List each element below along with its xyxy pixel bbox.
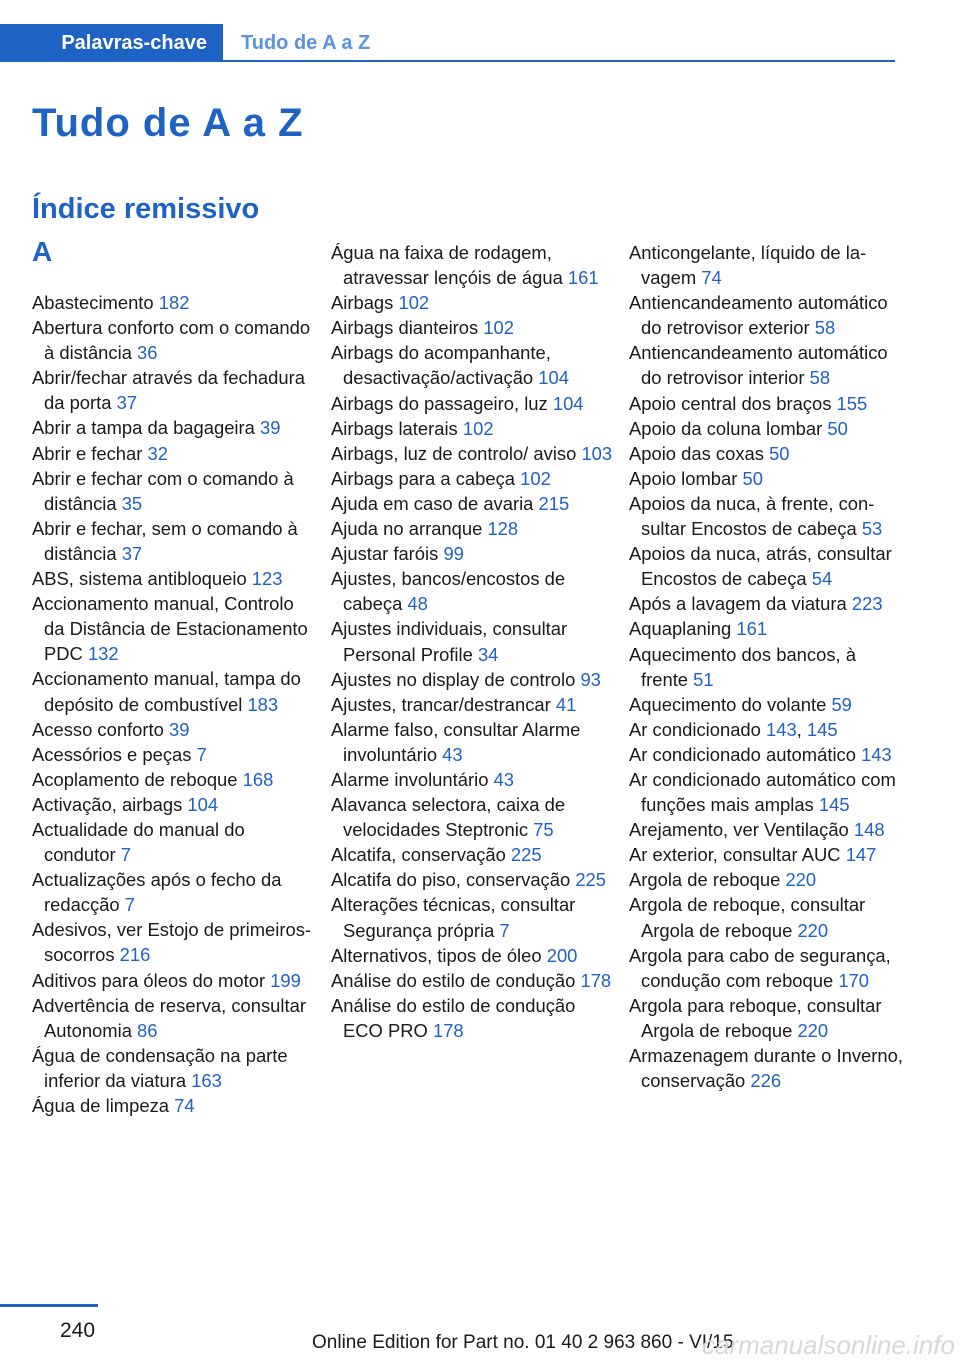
entry-text: Ajustes, bancos/encostos de cabeça [331, 568, 566, 615]
index-entry [331, 792, 613, 842]
entry-text: ABS, sistema antibloqueio [32, 568, 252, 590]
page-link[interactable]: 43 [442, 743, 463, 765]
entry-text: Ajustes individuais, consultar Personal Profile [331, 618, 568, 665]
page-link[interactable]: 43 [493, 768, 514, 790]
page-link[interactable]: 39 [168, 718, 190, 740]
page-link[interactable]: 143 [861, 743, 892, 765]
index-entry [331, 616, 613, 666]
page-link[interactable]: 132 [87, 643, 119, 665]
entry-text: Apoios da nuca, atrás, consultar Encostos de cabeça [629, 543, 892, 590]
index-entry [629, 767, 904, 817]
page-link[interactable]: 225 [510, 844, 542, 866]
page-separator: , [796, 718, 807, 740]
entry-text: Alarme involuntário [331, 768, 494, 790]
index-entry [629, 591, 904, 616]
entry-text: Análise do estilo de condução [331, 969, 581, 991]
index-entry [629, 416, 904, 441]
entry-text: Airbags do acompanhante, desactivação/activação [331, 342, 551, 389]
header-rule [0, 60, 895, 62]
page-link[interactable]: 7 [120, 844, 131, 866]
page-link[interactable]: 7 [196, 743, 207, 765]
index-entry [629, 391, 904, 416]
page-link[interactable]: 220 [785, 869, 817, 891]
index-entry [32, 1093, 312, 1118]
page-link[interactable]: 50 [769, 442, 790, 464]
page-link[interactable]: 51 [693, 668, 714, 690]
entry-text: Acesso conforto [32, 718, 169, 740]
entry-text: Argola para cabo de segurança, condução com reboque [629, 944, 891, 991]
page-link[interactable]: 220 [797, 1019, 829, 1041]
entry-text: Ar exterior, consultar AUC [629, 844, 846, 866]
entry-text: Accionamento manual, Controlo da Distância de Estacionamento PDC [32, 593, 308, 665]
page-link[interactable]: 41 [555, 693, 577, 715]
page-link[interactable]: 104 [538, 367, 569, 389]
page-link[interactable]: 35 [121, 492, 143, 514]
entry-text: Abrir/fechar através da fechadura da porta [32, 367, 305, 414]
page-link[interactable]: 48 [407, 593, 428, 615]
page-link[interactable]: 178 [580, 969, 612, 991]
entry-text: Ar condicionado [629, 718, 766, 740]
index-entry [331, 943, 613, 968]
entry-text: Actualidade do manual do condutor [32, 818, 245, 866]
page-link[interactable]: 34 [477, 643, 499, 665]
page-link[interactable]: 50 [742, 467, 763, 489]
page-link[interactable]: 183 [247, 693, 279, 715]
page-link[interactable]: 54 [811, 568, 833, 590]
entry-text: Aquecimento dos bancos, à frente [629, 643, 856, 690]
index-entry [32, 917, 312, 967]
index-entry [629, 491, 904, 541]
entry-text: Análise do estilo de condução ECO PRO [331, 994, 576, 1041]
page-link[interactable]: 145 [818, 794, 850, 816]
page-link[interactable]: 161 [736, 618, 768, 640]
index-entry [32, 441, 312, 466]
index-entry [32, 968, 312, 993]
index-entry [331, 968, 613, 993]
index-entry [629, 993, 904, 1043]
index-entry [32, 993, 312, 1043]
index-entry [629, 817, 904, 842]
tab-palavras-chave[interactable]: Palavras-chave [0, 24, 223, 62]
page-link[interactable]: 199 [270, 969, 301, 991]
page-link[interactable]: 200 [546, 944, 578, 966]
index-entry [331, 867, 613, 892]
entry-text: Ajuda no arranque [331, 518, 488, 540]
index-entry [331, 240, 613, 290]
entry-text: Abrir e fechar com o comando à distância [32, 467, 294, 514]
entry-text: Alternativos, tipos de óleo [331, 944, 547, 966]
index-entry [331, 692, 613, 717]
index-entry [629, 742, 904, 767]
entry-text: Apoio central dos braços [629, 392, 837, 414]
index-letter: A [32, 236, 53, 267]
entry-text: Ajuda em caso de avaria [331, 492, 539, 514]
page-link[interactable]: 37 [121, 542, 143, 564]
entry-text: Abertura conforto com o comando à distância [32, 317, 311, 364]
index-entry [331, 541, 613, 566]
entry-text: Airbags para a cabeça [331, 467, 521, 489]
entry-text: Airbags laterais [331, 417, 463, 439]
page-link[interactable]: 86 [137, 1019, 158, 1041]
page-link[interactable]: 102 [398, 292, 430, 314]
page-link[interactable]: 39 [259, 417, 281, 439]
index-entry [32, 365, 312, 415]
entry-text: Abrir e fechar [32, 442, 148, 464]
index-entry [331, 340, 613, 390]
index-entry [331, 842, 613, 867]
index-entry [32, 466, 312, 516]
entry-text: Argola de reboque [629, 869, 786, 891]
page-link[interactable]: 32 [147, 442, 168, 464]
entry-text: Apoio das coxas [629, 442, 770, 464]
index-entry [331, 491, 613, 516]
entry-text: Apoios da nuca, à frente, consultar Encostos de cabeça [629, 492, 875, 540]
index-entry [629, 692, 904, 717]
page-link[interactable]: 59 [831, 693, 852, 715]
index-entry [629, 943, 904, 993]
entry-text: Após a lavagem da viatura [629, 593, 852, 615]
page-link[interactable]: 147 [845, 844, 877, 866]
index-entry [629, 867, 904, 892]
entry-text: Abrir e fechar, sem o comando à distância [32, 517, 298, 564]
index-entry [331, 767, 613, 792]
page-link[interactable]: 220 [797, 919, 829, 941]
page-link[interactable]: 99 [443, 543, 464, 565]
index-entry [629, 842, 904, 867]
entry-text: Argola de reboque, consultar Argola de reboque [629, 894, 866, 941]
index-entry [331, 416, 613, 441]
index-entry [32, 867, 312, 917]
index-entry [32, 1043, 312, 1093]
index-entry [331, 441, 613, 466]
entry-text: Ajustes no display de controlo [331, 668, 581, 690]
page-number: 240 [60, 1319, 96, 1342]
entry-text: Airbags [331, 292, 399, 314]
page-link[interactable]: 7 [499, 919, 510, 941]
index-entry [32, 290, 312, 315]
page-link[interactable]: 104 [187, 793, 219, 815]
entry-text: Aquaplaning [629, 618, 737, 640]
index-entry [629, 441, 904, 466]
footer-rule [0, 1304, 98, 1307]
page-link[interactable]: 93 [580, 668, 601, 690]
entry-text: Ajustes, trancar/destrancar [331, 693, 556, 715]
index-entry [331, 667, 613, 692]
index-entry [32, 742, 312, 767]
section-title: Índice remissivo [32, 193, 260, 225]
entry-text: Actualizações após o fecho da redacção [32, 869, 282, 916]
tab-tudo-de-a-a-z[interactable]: Tudo de A a Z [241, 32, 371, 54]
page-link[interactable]: 143 [766, 718, 797, 740]
page-link[interactable]: 58 [809, 367, 831, 389]
entry-text: Ajustar faróis [331, 543, 444, 565]
index-entry [32, 717, 312, 742]
page-link[interactable]: 102 [462, 417, 494, 439]
index-entry [32, 591, 312, 666]
index-entry [629, 1043, 904, 1093]
page-link[interactable]: 226 [750, 1070, 782, 1092]
page-title: Tudo de A a Z [32, 101, 304, 145]
index-entry [32, 817, 312, 867]
index-entry [629, 717, 904, 742]
index-entry [32, 516, 312, 566]
entry-text: Apoio lombar [629, 467, 743, 489]
entry-text: Alarme falso, consultar Alarme involuntário [331, 718, 581, 765]
page-link[interactable]: 7 [124, 894, 135, 916]
index-column-3 [629, 240, 904, 1093]
entry-text: Ar condicionado automático [629, 743, 862, 765]
page-link[interactable]: 36 [137, 342, 158, 364]
index-entry [32, 415, 312, 440]
entry-text: Armazenagem durante o Inverno, conservação [629, 1045, 903, 1092]
index-entry [32, 792, 312, 817]
index-entry [629, 616, 904, 641]
page-link[interactable]: 74 [701, 267, 722, 289]
page-link[interactable]: 216 [119, 944, 151, 966]
index-entry [629, 892, 904, 942]
page-link[interactable]: 37 [116, 392, 138, 414]
index-entry [331, 516, 613, 541]
entry-text: Água na faixa de rodagem, atravessar lençóis de água [331, 242, 568, 289]
index-column-2 [331, 240, 613, 1043]
page-link[interactable]: 58 [814, 317, 836, 339]
entry-text: Accionamento manual, tampa do depósito de combustível [32, 668, 301, 715]
index-entry [331, 993, 613, 1043]
index-entry [32, 315, 312, 365]
entry-text: Airbags do passageiro, luz [331, 392, 553, 414]
index-entry [629, 466, 904, 491]
page-link[interactable]: 170 [838, 969, 870, 991]
entry-text: Antiencandeamento automático do retrovisor interior [629, 342, 888, 389]
entry-text: Alcatifa do piso, conservação [331, 869, 576, 891]
index-entry [331, 391, 613, 416]
page-link[interactable]: 161 [567, 267, 599, 289]
entry-text: Antiencandeamento automático do retrovisor exterior [629, 292, 888, 339]
index-entry [629, 240, 904, 290]
page-link[interactable]: 74 [174, 1095, 195, 1116]
page-link[interactable]: 178 [432, 1019, 464, 1041]
page-link[interactable]: 53 [861, 518, 883, 540]
entry-text: Acessórios e peças [32, 743, 197, 765]
index-entry [331, 892, 613, 942]
page-link[interactable]: 102 [483, 317, 515, 339]
page-link[interactable]: 50 [827, 417, 848, 439]
index-entry [629, 290, 904, 340]
entry-text: Activação, airbags [32, 793, 188, 815]
page-link[interactable]: 103 [581, 442, 613, 464]
entry-text: Adesivos, ver Estojo de primeiros-socorros [32, 919, 312, 966]
index-entry [32, 666, 312, 716]
header-bar [0, 24, 895, 62]
entry-text: Alterações técnicas, consultar Segurança própria [331, 894, 576, 941]
page-link[interactable]: 225 [575, 869, 607, 891]
page-link[interactable]: 104 [552, 392, 584, 414]
page-link[interactable]: 223 [851, 593, 883, 615]
entry-text: Airbags, luz de controlo/ aviso [331, 442, 582, 464]
index-entry [629, 340, 904, 390]
page-link[interactable]: 75 [533, 819, 554, 841]
page-link[interactable]: 163 [191, 1069, 222, 1091]
page-link[interactable]: 155 [836, 392, 868, 414]
page-link[interactable]: 182 [158, 292, 190, 313]
entry-text: Argola para reboque, consultar Argola de reboque [629, 994, 882, 1041]
entry-text: Acoplamento de reboque [32, 768, 243, 790]
page-link[interactable]: 123 [251, 568, 283, 590]
index-entry [32, 767, 312, 792]
index-entry [629, 642, 904, 692]
index-entry [331, 466, 613, 491]
page-link[interactable]: 145 [806, 718, 838, 740]
index-column-1 [32, 290, 312, 1118]
index-entry [331, 315, 613, 340]
index-entry [331, 290, 613, 315]
index-entry [331, 717, 613, 767]
entry-text: Aditivos para óleos do motor [32, 969, 271, 991]
entry-text: Airbags dianteiros [331, 317, 484, 339]
entry-text: Anticongelante, líquido de lavagem [629, 242, 867, 289]
page-link[interactable]: 215 [538, 492, 570, 514]
entry-text: Alavanca selectora, caixa de velocidades Steptronic [331, 794, 566, 841]
index-entry [629, 541, 904, 591]
entry-text: Ar condicionado automático com funções mais amplas [629, 768, 896, 816]
edition-text: Online Edition for Part no. 01 40 2 963 860 - VI/15 [312, 1332, 734, 1353]
page-link[interactable]: 102 [520, 467, 551, 489]
page-link[interactable]: 168 [242, 768, 274, 790]
entry-text: Água de condensação na parte inferior da viatura [32, 1044, 288, 1091]
index-entry [331, 566, 613, 616]
entry-text: Abastecimento [32, 292, 159, 313]
page-link[interactable]: 128 [487, 518, 519, 540]
entry-text: Advertência de reserva, consultar Autonomia [32, 994, 306, 1041]
entry-text: Alcatifa, conservação [331, 844, 511, 866]
entry-text: Água de limpeza [32, 1095, 175, 1116]
index-entry [32, 566, 312, 591]
entry-text: Aquecimento do volante [629, 693, 832, 715]
entry-text: Abrir a tampa da bagageira [32, 417, 260, 439]
entry-text: Arejamento, ver Ventilação [629, 819, 854, 841]
entry-text: Apoio da coluna lombar [629, 417, 828, 439]
watermark: carmanualsonline.info [702, 1330, 955, 1360]
page-link[interactable]: 148 [853, 819, 885, 841]
